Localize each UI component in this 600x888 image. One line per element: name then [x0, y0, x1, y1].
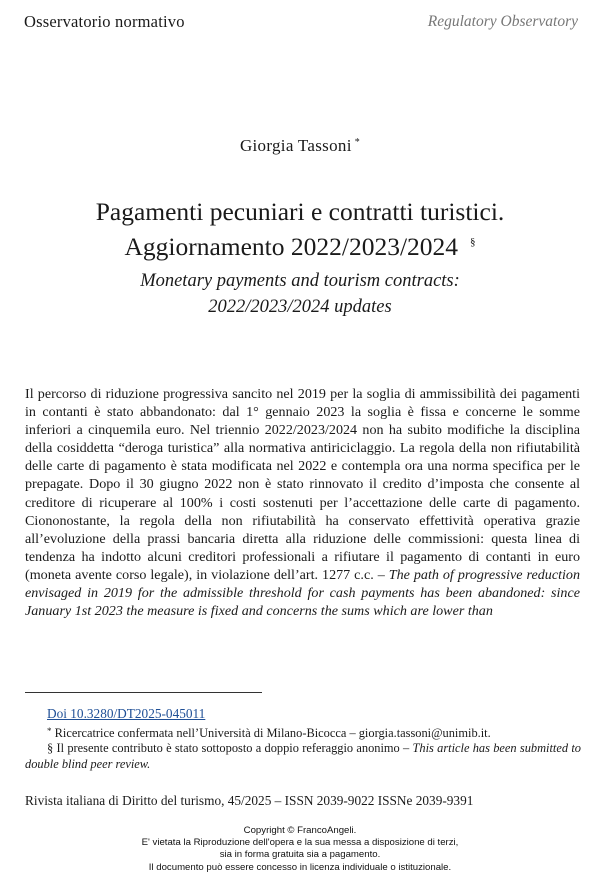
title-line-1: Pagamenti pecuniari e contratti turistici.: [95, 197, 505, 226]
abstract-english: The path of progressive reduction envisaged in 2019 for the admissible threshold for cash payments has been abandoned: since January 1st 2023 the measure is fixed and concerns the sums which are lower than: [25, 566, 580, 620]
footnote-review-text: Il presente contributo è stato sottoposto a doppio referaggio anonimo –: [56, 741, 410, 755]
copyright-line-2: E' vietata la Riproduzione dell'opera e la sua messa a disposizione di terzi,: [141, 837, 459, 849]
author-name: Giorgia Tassoni: [239, 136, 352, 155]
subtitle-line-2: 2022/2023/2024 updates: [208, 297, 392, 317]
author-footnote-mark[interactable]: *: [354, 137, 361, 148]
footnote-review-english: This article has been submitted to double blind peer review.: [25, 741, 581, 771]
title-footnote-mark[interactable]: §: [470, 236, 476, 248]
footnote-review: [25, 740, 581, 772]
abstract-italian: Il percorso di riduzione progressiva sancito nel 2019 per la soglia di ammissibilità dei pagamenti in contanti è stato abbandonato: dal 1° gennaio 2023 la soglia è fissa e concerne le somme inferiori a cinquemila euro. Nel triennio 2022/2023/2024 non ha subito modifiche la disciplina della cosiddetta “deroga turistica” alla normativa antiriciclaggio. La regola della non rifiutabilità delle carte di pagamento è stata modificata nel 2022 e contempla ora una norma specifica per le prepagate. Dopo il 30 giugno 2022 non è stato rinnovato il credito d’imposta che consente al creditore di ricuperare al 100% i costi sostenuti per l’accettazione delle carte di pagamento. Ciononostante, la regola della non rifiutabilità ha conservato effettività operativa grazie all’evoluzione della prassi bancaria diretta alla riduzione delle commissioni: questa linea di tendenza ha indotto alcuni creditori professionali a rifiutare il pagamento di contanti in euro (moneta avente corso legale), in violazione dell’art. 1277 c.c. –: [25, 386, 580, 583]
article-subtitle: [0, 268, 600, 320]
footnote-author: [47, 723, 580, 741]
running-header-right: Regulatory Observatory: [427, 13, 578, 30]
doi-link[interactable]: Doi 10.3280/DT2025-045011: [47, 706, 206, 721]
title-line-2: [0, 227, 600, 262]
copyright-line-3: sia in forma gratuita sia a pagamento.: [219, 849, 381, 861]
author-line: [0, 136, 600, 156]
running-header-left: Osservatorio normativo: [24, 12, 185, 31]
abstract: [25, 385, 580, 620]
footnote-divider: [25, 692, 262, 693]
title-line-2-text: Aggiornamento 2022/2023/2024: [124, 232, 459, 261]
copyright-line-1: Copyright © FrancoAngeli.: [243, 825, 357, 836]
journal-citation: Rivista italiana di Diritto del turismo, 45/2025 – ISSN 2039-9022 ISSNe 2039-9391: [25, 793, 474, 808]
footnote-author-text: Ricercatrice confermata nell’Università di Milano-Bicocca – giorgia.tassoni@unimib.it.: [54, 726, 491, 740]
article-title: [0, 197, 600, 262]
copyright-notice: [0, 825, 600, 874]
footnote-author-mark: *: [47, 726, 52, 736]
subtitle-line-1: Monetary payments and tourism contracts:: [140, 271, 460, 291]
copyright-line-4: Il documento può essere concesso in licenza individuale o istituzionale.: [148, 861, 452, 873]
footnote-review-mark: §: [47, 741, 54, 755]
